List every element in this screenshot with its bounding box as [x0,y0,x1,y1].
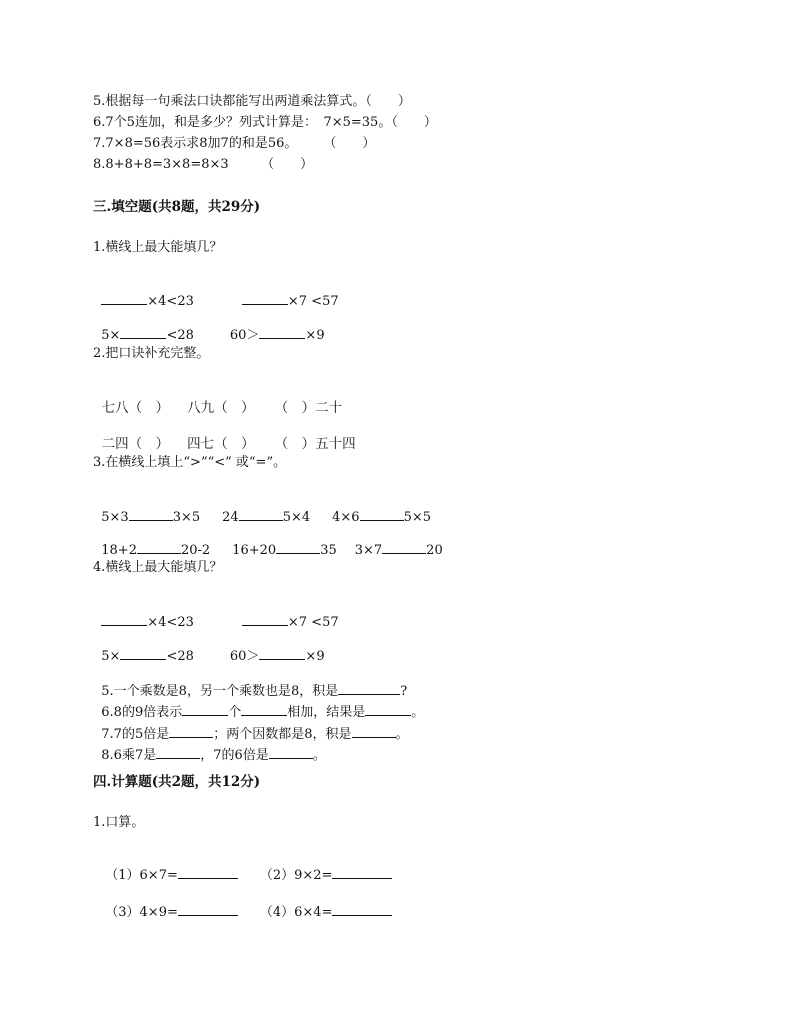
calc-item: （4）6×4= [259,905,333,920]
q4-expr-b: ×7 <57 [287,615,339,630]
q7-text: 7.7的5倍是 [101,727,170,742]
answer-blank[interactable] [137,542,181,554]
calc-item: （1）6×7= [105,868,178,883]
q4-expr-d-post: ×9 [305,649,325,664]
answer-blank[interactable] [269,747,313,759]
section4-title: 四.计算题(共2题，共12分) [93,774,261,790]
q4-expr-d-pre: 60＞ [229,649,260,664]
section3-title: 三.填空题(共8题，共29分) [93,199,261,215]
q8-text: 8.6乘7是 [101,748,157,763]
q2-item: 八九（ ） [187,400,255,416]
q3-right: 35 [320,543,337,558]
q3-row1 [93,493,431,526]
q1-row2 [93,311,325,344]
q1-row1 [93,277,339,310]
q6-text: 6.8的9倍表示 [101,705,183,720]
q3-right: 20-2 [180,543,211,558]
q4-row1 [93,598,339,631]
answer-blank[interactable] [352,726,396,738]
answer-blank[interactable] [242,293,288,305]
q6-text: 个 [228,705,242,720]
q2-item: 四七（ ） [187,436,255,452]
q5-end: ? [400,684,408,699]
q1-expr-d-pre: 60＞ [229,328,260,343]
judge-item-7: 7.7×8=56表示求8加7的和是56。 （ ） [93,136,376,151]
calc-item: （3）4×9= [105,905,178,920]
answer-blank[interactable] [332,904,392,916]
calc-item: （2）9×2= [259,868,333,883]
q8-text: ，7的6倍是 [200,748,269,763]
answer-blank[interactable] [101,614,147,626]
answer-blank[interactable] [178,867,238,879]
answer-blank[interactable] [242,614,288,626]
q2-row2 [93,420,356,452]
q3-left: 4×6 [332,510,360,525]
q1-expr-c-pre: 5× [101,328,121,343]
q1-expr-d-post: ×9 [305,328,325,343]
calc-prompt: 1.口算。 [93,815,145,830]
q1-expr-a: ×4<23 [147,294,194,309]
q3-row2 [93,526,443,559]
calc-row1 [97,851,392,884]
q3-left: 18+2 [101,543,137,558]
answer-blank[interactable] [259,648,305,660]
q4-row2 [93,632,325,665]
answer-blank[interactable] [276,542,320,554]
q3-left: 16+20 [232,543,277,558]
q1-expr-c-post: <28 [166,328,194,343]
q3-left: 5×3 [101,510,129,525]
q2-item: 二四（ ） [101,436,170,452]
answer-blank[interactable] [120,327,166,339]
answer-blank[interactable] [129,509,173,521]
answer-blank[interactable] [360,509,404,521]
calc-row2 [97,888,392,921]
q3-left: 3×7 [354,543,383,558]
q6-text: 相加，结果是 [287,705,366,720]
q7-text: ；两个因数都是8，积是 [213,727,352,742]
q7-end: 。 [395,727,409,742]
q4-expr-c-pre: 5× [101,649,121,664]
answer-blank[interactable] [332,867,392,879]
q2-row1 [93,384,342,416]
q2-item: （ ）五十四 [274,436,356,452]
judge-item-8: 8.8+8+8=3×8=8×3 （ ） [93,157,314,172]
q4-prompt: 4.横线上最大能填几？ [93,560,223,575]
q1-prompt: 1.横线上最大能填几？ [93,240,223,255]
q2-prompt: 2.把口诀补充完整。 [93,346,210,361]
judge-item-6: 6.7个5连加，和是多少？列式计算是： 7×5=35。（ ） [93,115,437,130]
answer-blank[interactable] [239,509,283,521]
q3-prompt: 3.在横线上填上“>”“<” 或“=”。 [93,455,287,470]
q4-expr-a: ×4<23 [147,615,194,630]
q3-right: 3×5 [172,510,201,525]
answer-blank[interactable] [120,648,166,660]
q3-left: 24 [222,510,239,525]
q3-right: 5×5 [403,510,431,525]
answer-blank[interactable] [156,747,200,759]
judge-item-5: 5.根据每一句乘法口诀都能写出两道乘法算式。（ ） [93,94,411,109]
q5-text: 5.一个乘数是8，另一个乘数也是8，积是 [101,684,339,699]
q2-item: （ ）二十 [274,400,343,416]
answer-blank[interactable] [178,904,238,916]
answer-blank[interactable] [382,542,426,554]
q3-right: 5×4 [282,510,311,525]
answer-blank[interactable] [101,293,147,305]
q6-end: 。 [411,705,425,720]
q8-end: 。 [312,748,326,763]
q2-item: 七八（ ） [101,400,170,416]
q4-expr-c-post: <28 [166,649,194,664]
q1-expr-b: ×7 <57 [287,294,339,309]
answer-blank[interactable] [259,327,305,339]
q8-line [93,731,326,764]
q3-right: 20 [426,543,443,558]
